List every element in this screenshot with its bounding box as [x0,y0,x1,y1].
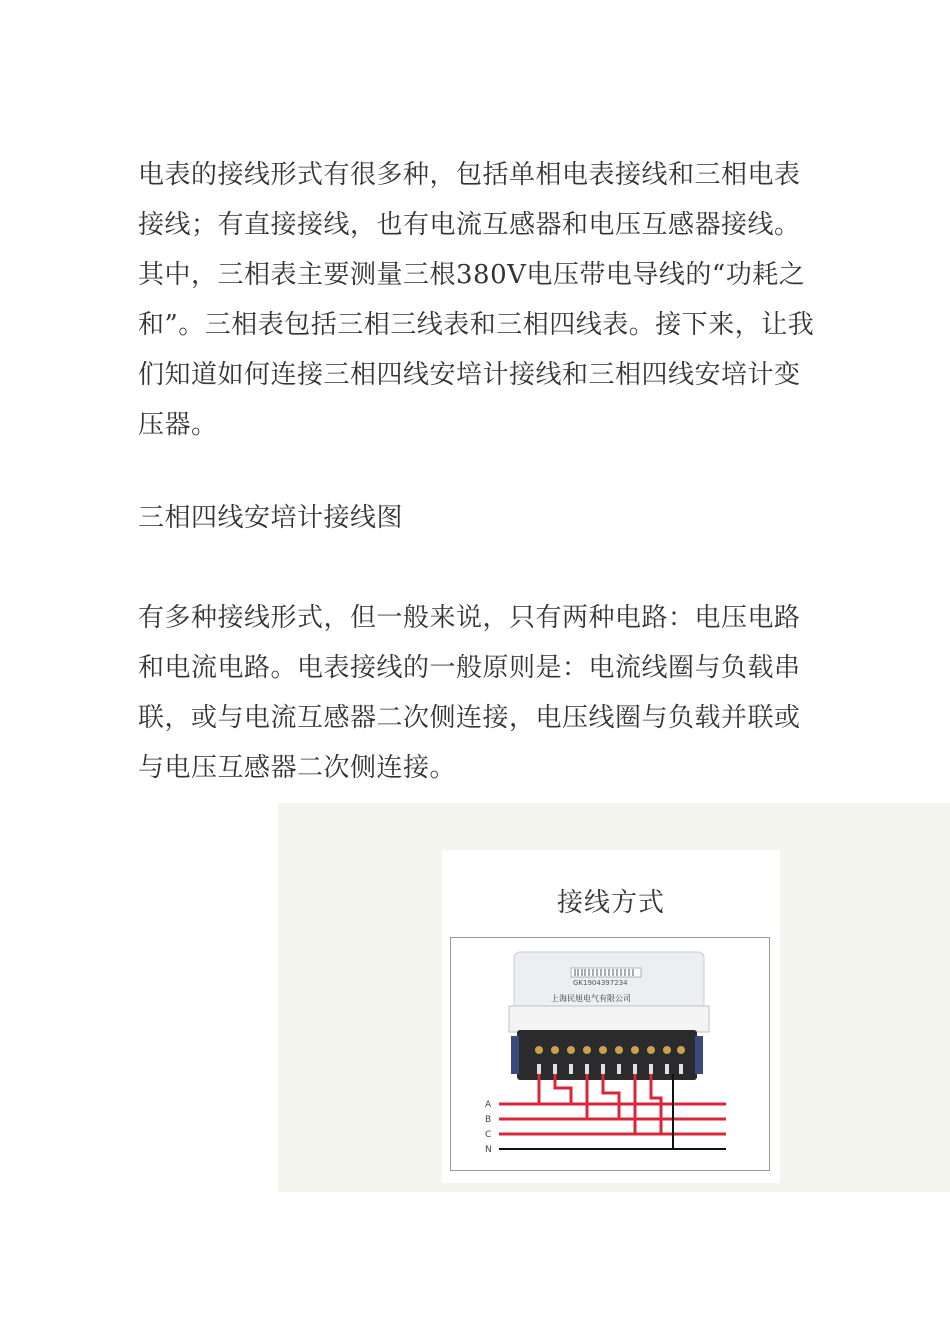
meter-serial: GK1904397234 [573,979,628,987]
phase-label-b: B [485,1115,492,1125]
terminal-block [517,1030,697,1080]
wiring-figure [442,850,780,1183]
phase-labels [485,1100,492,1155]
phase-label-c: C [485,1130,492,1140]
neutral-wire [499,1074,726,1149]
meter-company: 上海民旭电气有限公司 [551,994,631,1003]
phase-label-a: A [485,1100,492,1110]
phase-label-n: N [485,1145,492,1155]
figure-title: 接线方式 [556,888,665,918]
terminal-cover [509,1006,709,1032]
seal-left [511,1036,519,1074]
meter-wiring-illustration [451,938,769,1170]
wiring-diagram [450,937,770,1171]
section-heading: 三相四线安培计接线图 [138,503,404,533]
principle-paragraph: 有多种接线形式，但一般来说，只有两种电路：电压电路和电流电路。电表接线的一般原则是：电流线圈与负载串联，或与电流互感器二次侧连接，电压线圈与负载并联或与电压互感器二次侧连接。 [138,603,801,783]
intro-paragraph: 电表的接线形式有很多种，包括单相电表接线和三相电表接线；有直接接线，也有电流互感器和电压互感器接线。其中，三相表主要测量三根380V电压带电导线的“功耗之和”。三相表包括三相三线表和三相四线表。接下来，让我们知道如何连接三相四线安培计接线和三相四线安培计变压器。 [138,160,815,440]
seal-right [695,1036,703,1074]
phase-wires [499,1074,726,1134]
